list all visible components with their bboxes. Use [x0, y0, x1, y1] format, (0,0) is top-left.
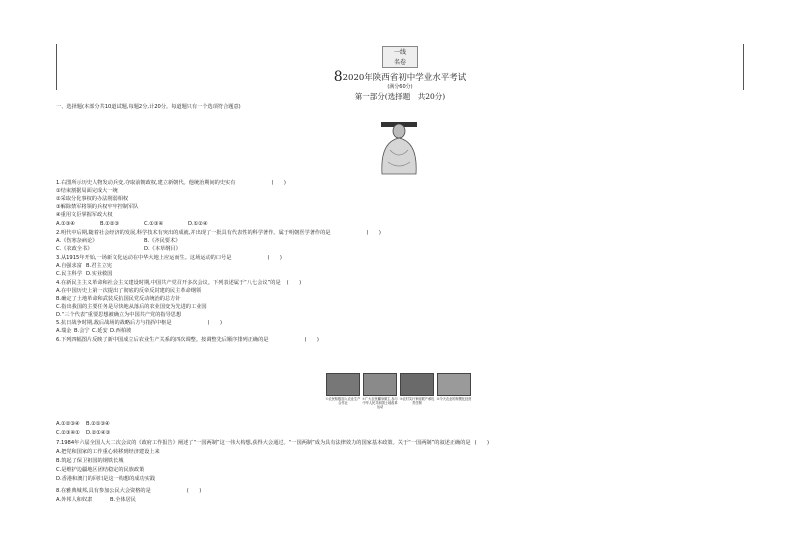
q8-answers: A.外邦人和奴隶 B.全体居民	[56, 497, 136, 503]
q6-photo-strip	[326, 373, 474, 411]
q7-option-b: B.筑起了保卫祖国的钢铁长城	[56, 458, 124, 464]
q5-stem: 5.抗日战争时期,敌后战场的战略后方与指挥中枢是 ( )	[56, 320, 222, 326]
q3-answers-row1: A.自强求富 B.君主立宪	[56, 263, 112, 269]
q7-option-d: D.香港和澳门的回归是这一构想的成功实践	[56, 476, 156, 482]
q4-option-b: B.确定了土地革命和武装反抗国民党反动统治的总方针	[56, 296, 181, 302]
q2-answers-row2: C.《农政全书》 D.《本草纲目》	[56, 246, 181, 252]
q1-option-3: ③解除禁军将领的兵权牢牢控制军队	[56, 204, 139, 210]
badge-line-2: 名卷	[393, 59, 406, 66]
section-intro: 一、选择题(本部分共10道试题,每题2分,计20分。每道题只有一个选项符合题意)	[56, 104, 241, 110]
q7-stem: 7.1984年六届全国人大二次会议的《政府工作报告》阐述了“一国两制”这一伟大构想,获得大会通过。“一国两制”成为具有法律效力的国家基本政策。关于“一国两制”的叙述正确的是 ( )	[56, 440, 490, 446]
q2-stem: 2.明代中后期,随着社会经济的发展,科学技术有突出的成就,并出现了一批具有代表性的科学著作。属于明朝医学著作的是 ( )	[56, 230, 381, 236]
q1-option-2: ②采取分化事权的办法削弱相权	[56, 196, 129, 202]
q8-stem: 8.在雅典城邦,具有参加公民大会资格的是 ( )	[56, 488, 202, 494]
q4-option-a: A.在中国历史上第一次提出了彻底的反帝反封建的民主革命纲领	[56, 288, 202, 294]
q4-option-d: D.“三个代表”重要思想被确立为中国共产党的指导思想	[56, 312, 182, 318]
q6-photo-2	[363, 373, 397, 396]
q6-photo-4	[437, 373, 471, 396]
badge-line-1: 一线	[393, 49, 406, 56]
q5-answers: A.瑞金 B.会宁 C.延安 D.西柏坡	[56, 328, 132, 334]
q7-option-a: A.把党和国家的工作重心转移到经济建设上来	[56, 449, 160, 455]
title-number: 8	[333, 69, 343, 85]
q6-answers-row1: A.①②③④ B.②①③④	[56, 421, 110, 427]
q1-answers: A.①③④ B.①②③ C.①③④ D.①②④	[56, 221, 208, 227]
q6-photo-3	[400, 373, 434, 396]
part-title: 第一部分(选择题 共20分)	[354, 92, 446, 101]
q6-photo-1	[326, 373, 360, 396]
score-note: (满分60分)	[387, 84, 413, 90]
exam-badge	[382, 46, 418, 68]
q7-option-c: C.是维护边疆地区团结稳定的民族政策	[56, 467, 145, 473]
q6-caption-1: ①农民积极加入农业生产合作社	[325, 397, 361, 405]
q1-option-1: ①结束割据局面完成大一统	[56, 188, 118, 194]
q6-caption-4: ④今天农业的规模化经营	[436, 397, 472, 401]
q4-option-c: C.指出我国的主要任务是尽快地从落后的农业国变为先进的工业国	[56, 304, 207, 310]
historical-figure-portrait	[376, 116, 422, 176]
q4-stem: 4.在新民主主义革命和社会主义建设时期,中国共产党召开多次会议。下列表述属于“八七会议”的是 ( )	[56, 280, 302, 286]
q1-option-4: ④重用文臣掌握军政大权	[56, 212, 113, 218]
q2-answers-row1: A.《伤寒杂病论》 B.《齐民要术》	[56, 238, 181, 244]
q1-stem: 1.右图所示历史人物发动兵变,夺取前朝政权,建立新朝代。他统治期间的史实有 ( )	[56, 180, 286, 186]
q6-caption-3: ③农村实行家庭联产承包责任制	[399, 397, 435, 405]
q3-answers-row2: C.民主科学 D.实业救国	[56, 271, 113, 277]
q6-caption-2: ②广大农民翻身做主,参与中华人民共和国土地改革运动	[362, 397, 398, 409]
q6-answers-row2: C.②③④① D.②①④③	[56, 430, 111, 436]
title-text: 2020年陕西省初中学业水平考试	[342, 73, 467, 83]
q3-stem: 3.从1915年开始,一场新文化运动在中华大地上应运而生。这场运动的口号是 ( )	[56, 255, 282, 261]
q6-stem: 6.下列四幅图片反映了新中国成立后农业生产关系的四次调整。按调整先后顺序排列正确的是 ( )	[56, 337, 319, 343]
